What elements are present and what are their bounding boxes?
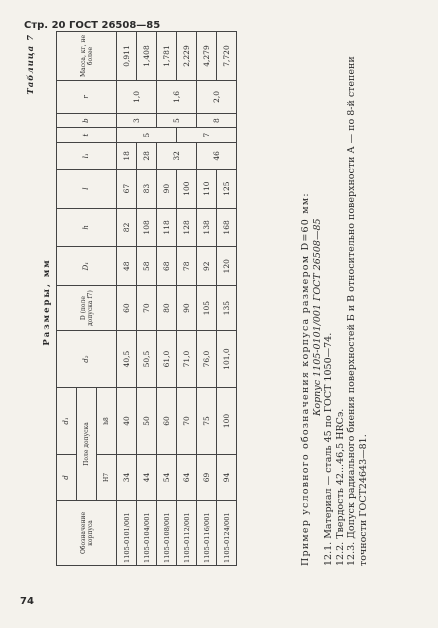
cell-l1: 46 <box>197 143 237 170</box>
cell-D1: 48 <box>117 247 137 286</box>
col-r: r <box>57 81 117 114</box>
cell-designation: 1105-0116/001 <box>197 501 217 566</box>
cell-D1: 120 <box>217 247 237 286</box>
cell-l: 90 <box>157 169 177 208</box>
cell-d2: 76,0 <box>197 331 217 388</box>
cell-h: 108 <box>137 208 157 247</box>
cell-h: 168 <box>217 208 237 247</box>
col-D1: D₁ <box>57 247 117 286</box>
cell-t: 5 <box>117 128 177 143</box>
cell-D: 70 <box>137 286 157 331</box>
cell-mass: 4,279 <box>197 32 217 81</box>
cell-b: 5 <box>157 113 197 128</box>
cell-l: 100 <box>177 169 197 208</box>
cell-r: 2,0 <box>197 81 237 114</box>
col-D: D (поле допуска f7) <box>57 286 117 331</box>
note-runout: 12.3. Допуск радиального биения поверхностей Б и В относительно поверхности А — по 8-й степени точности ГОСТ24643—81. <box>346 56 369 566</box>
table-title: Размеры, мм <box>42 258 52 346</box>
cell-h: 82 <box>117 208 137 247</box>
cell-d2: 61,0 <box>157 331 177 388</box>
note-hardness: 12.2. Твердость 42...46,5 HRCэ. <box>334 408 346 566</box>
col-d1: d₁ <box>57 388 77 455</box>
cell-r: 1,0 <box>117 81 157 114</box>
cell-d1: 75 <box>197 388 217 455</box>
example-line: Пример условного обозначения корпуса размером D=60 мм: <box>300 192 311 566</box>
cell-D1: 58 <box>137 247 157 286</box>
dimensions-table <box>56 31 237 566</box>
cell-D: 60 <box>117 286 137 331</box>
cell-D1: 92 <box>197 247 217 286</box>
table-caption: Таблица 7 <box>26 34 36 95</box>
col-mass: Масса, кг, не более <box>57 32 117 81</box>
cell-l1: 32 <box>157 143 197 170</box>
col-b: b <box>57 113 117 128</box>
cell-h: 128 <box>177 208 197 247</box>
cell-D: 90 <box>177 286 197 331</box>
cell-designation: 1105-0124/001 <box>217 501 237 566</box>
cell-d: 54 <box>157 454 177 500</box>
cell-d2: 71,0 <box>177 331 197 388</box>
cell-l: 125 <box>217 169 237 208</box>
col-t: t <box>57 128 117 143</box>
cell-r: 1,6 <box>157 81 197 114</box>
cell-d: 34 <box>117 454 137 500</box>
note-material: 12.1. Материал — сталь 45 по ГОСТ 1050—74. <box>323 332 334 566</box>
cell-designation: 1105-0108/001 <box>157 501 177 566</box>
cell-d2: 101,0 <box>217 331 237 388</box>
cell-h: 138 <box>197 208 217 247</box>
cell-d1: 40 <box>117 388 137 455</box>
cell-D1: 68 <box>157 247 177 286</box>
cell-b: 3 <box>117 113 157 128</box>
notes-block <box>300 26 369 566</box>
table-row <box>117 32 137 566</box>
cell-designation: 1105-0112/001 <box>177 501 197 566</box>
cell-D1: 78 <box>177 247 197 286</box>
table-row <box>157 32 177 566</box>
cell-h: 118 <box>157 208 177 247</box>
cell-D: 80 <box>157 286 177 331</box>
col-designation: Обозначение корпуса <box>57 501 117 566</box>
cell-designation: 1105-0104/001 <box>137 501 157 566</box>
cell-D: 105 <box>197 286 217 331</box>
cell-d2: 40,5 <box>117 331 137 388</box>
cell-l1: 28 <box>137 143 157 170</box>
col-h7: H7 <box>97 454 117 500</box>
col-d: d <box>57 454 77 500</box>
cell-d: 94 <box>217 454 237 500</box>
table-row <box>197 32 217 566</box>
cell-b: 8 <box>197 113 237 128</box>
cell-D: 135 <box>217 286 237 331</box>
cell-d: 69 <box>197 454 217 500</box>
cell-mass: 0,911 <box>117 32 137 81</box>
cell-d1: 70 <box>177 388 197 455</box>
col-l: l <box>57 169 117 208</box>
col-d2: d₂ <box>57 331 117 388</box>
cell-l: 83 <box>137 169 157 208</box>
page-header: Стр. 20 ГОСТ 26508—85 <box>24 20 161 31</box>
cell-mass: 7,720 <box>217 32 237 81</box>
designation-example: Корпус 1105-0101/001 ГОСТ 26508—85 <box>311 218 323 416</box>
col-tolerance: Поле допуска <box>77 388 97 501</box>
cell-mass: 1,781 <box>157 32 177 81</box>
cell-l: 67 <box>117 169 137 208</box>
col-h8: h8 <box>97 388 117 455</box>
cell-d2: 50,5 <box>137 331 157 388</box>
rotated-content <box>14 22 414 582</box>
cell-mass: 1,408 <box>137 32 157 81</box>
cell-d1: 60 <box>157 388 177 455</box>
cell-d: 64 <box>177 454 197 500</box>
cell-l: 110 <box>197 169 217 208</box>
cell-designation: 1105-0101/001 <box>117 501 137 566</box>
cell-d1: 100 <box>217 388 237 455</box>
cell-d1: 50 <box>137 388 157 455</box>
page-number: 74 <box>20 596 34 607</box>
col-l1: l₁ <box>57 143 117 170</box>
cell-l1: 18 <box>117 143 137 170</box>
col-h: h <box>57 208 117 247</box>
cell-d: 44 <box>137 454 157 500</box>
cell-mass: 2,229 <box>177 32 197 81</box>
cell-t: 7 <box>177 128 237 143</box>
